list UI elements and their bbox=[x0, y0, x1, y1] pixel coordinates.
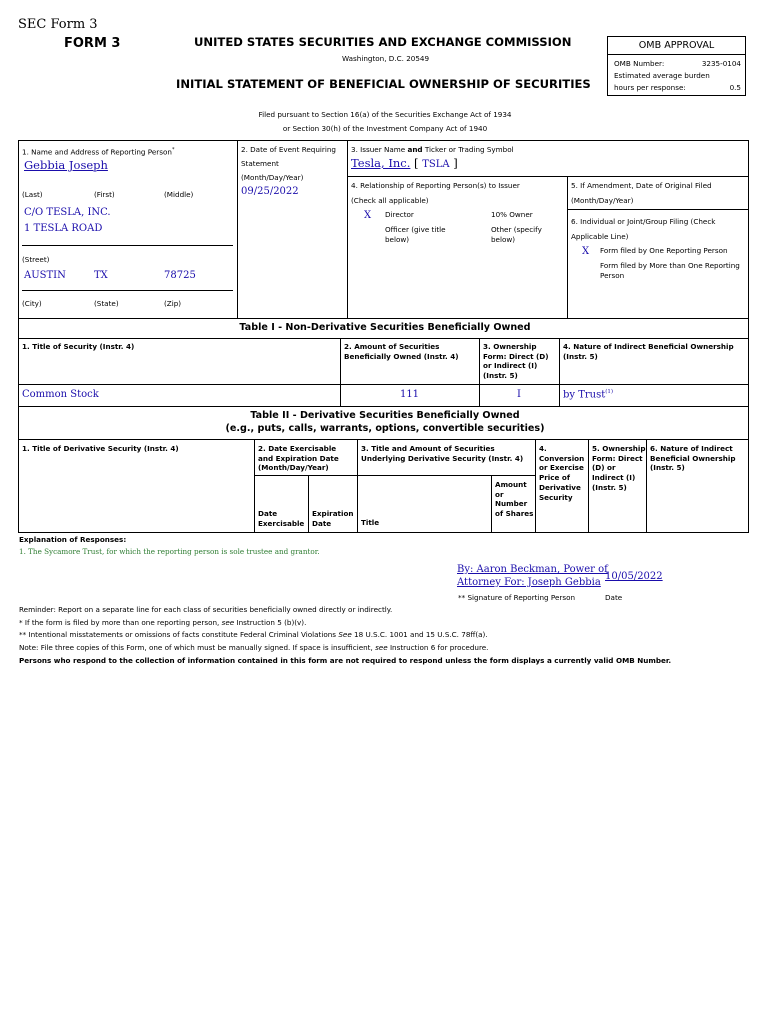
box2-label-1: 2. Date of Event Requiring bbox=[241, 145, 336, 154]
table2-subheader-amount: Amount or Number of Shares bbox=[495, 480, 534, 519]
security-title: Common Stock bbox=[22, 389, 99, 400]
table2-header-ownership: 5. Ownership Form: Direct (D) or Indirect (I) (Instr. 5) bbox=[592, 444, 646, 492]
ownership-form: I bbox=[517, 389, 521, 400]
filed-pursuant-line-1: Filed pursuant to Section 16(a) of the Securities Exchange Act of 1934 bbox=[258, 110, 512, 119]
state-label: (State) bbox=[94, 299, 119, 308]
box5-label: 5. If Amendment, Date of Original Filed bbox=[571, 181, 712, 190]
issuer-line: Tesla, Inc. [ TSLA ] bbox=[351, 156, 458, 170]
table2-header-dates: 2. Date Exercisable and Expiration Date (Month/Day/Year) bbox=[258, 444, 339, 473]
middle-label: (Middle) bbox=[164, 190, 194, 199]
table2-header-underlying: 3. Title and Amount of Securities Underlying Derivative Security (Instr. 4) bbox=[361, 444, 524, 463]
box6-label-1: 6. Individual or Joint/Group Filing (Check bbox=[571, 217, 716, 226]
table1-header-amount: 2. Amount of Securities Beneficially Owned (Instr. 4) bbox=[344, 342, 459, 361]
box6-label-2: Applicable Line) bbox=[571, 232, 629, 241]
file-copies-note: Note: File three copies of this Form, one of which must be manually signed. If space is insufficient, see Instruction 6 for procedure. bbox=[19, 643, 489, 652]
omb-burden-label: Estimated average burden bbox=[614, 71, 710, 80]
omb-number-label: OMB Number: bbox=[614, 59, 665, 68]
box2-label-3: (Month/Day/Year) bbox=[241, 173, 304, 182]
signature-label: ** Signature of Reporting Person bbox=[458, 593, 576, 602]
criminal-violations-note: ** Intentional misstatements or omissions of facts constitute Federal Criminal Violations See 18 U.S.C. 1001 and 15 U.S.C. 78ff(a). bbox=[19, 630, 488, 639]
multiple-persons-note: * If the form is filed by more than one reporting person, see Instruction 5 (b)(v). bbox=[19, 618, 307, 627]
signature-name: By: Aaron Beckman, Power of Attorney For: Joseph Gebbia bbox=[457, 564, 608, 588]
officer-label: Officer (give title below) bbox=[385, 225, 446, 244]
one-person-label: Form filed by One Reporting Person bbox=[600, 246, 728, 255]
street-label: (Street) bbox=[22, 255, 50, 264]
omb-number-value: 3235-0104 bbox=[701, 59, 741, 68]
box2-label-2: Statement bbox=[241, 159, 279, 168]
filed-pursuant-line-2: or Section 30(h) of the Investment Company Act of 1940 bbox=[282, 124, 488, 133]
issuer-name[interactable]: Tesla, Inc. bbox=[351, 156, 411, 170]
signature-date: 10/05/2022 bbox=[605, 571, 663, 582]
table2-subheader-title: Title bbox=[361, 518, 380, 527]
first-label: (First) bbox=[94, 190, 115, 199]
form-label: FORM 3 bbox=[64, 36, 121, 51]
event-date: 09/25/2022 bbox=[241, 186, 299, 197]
director-check[interactable]: X bbox=[364, 210, 372, 221]
table1-title: Table I - Non-Derivative Securities Beneficially Owned bbox=[239, 322, 531, 333]
table2-subheader-expiration: Expiration Date bbox=[312, 509, 354, 528]
table2-header-title: 1. Title of Derivative Security (Instr. 4) bbox=[22, 444, 179, 453]
table1-header-nature: 4. Nature of Indirect Beneficial Ownership (Instr. 5) bbox=[563, 342, 734, 361]
other-label: Other (specify below) bbox=[491, 225, 542, 244]
statement-title: INITIAL STATEMENT OF BENEFICIAL OWNERSHIP OF SECURITIES bbox=[176, 77, 591, 91]
ten-percent-owner-label: 10% Owner bbox=[491, 210, 533, 219]
more-persons-label: Form filed by More than One Reporting Person bbox=[600, 261, 740, 280]
table2-subtitle: (e.g., puts, calls, warrants, options, convertible securities) bbox=[225, 423, 545, 434]
address-line-1: C/O TESLA, INC. bbox=[24, 207, 111, 218]
signature-date-label: Date bbox=[605, 593, 623, 602]
ticker-symbol: TSLA bbox=[422, 159, 450, 170]
box5-sublabel: (Month/Day/Year) bbox=[571, 196, 634, 205]
table1-header-ownership: 3. Ownership Form: Direct (D) or Indirect (I) (Instr. 5) bbox=[483, 342, 549, 381]
footnote-1: 1. The Sycamore Trust, for which the reporting person is sole trustee and grantor. bbox=[19, 547, 320, 556]
table2-header-conversion: 4. Conversion or Exercise Price of Derivative Security bbox=[539, 444, 585, 502]
zip-value: 78725 bbox=[164, 270, 196, 281]
document-label: SEC Form 3 bbox=[18, 17, 98, 32]
omb-burden-value: 0.5 bbox=[729, 83, 741, 92]
omb-notice: Persons who respond to the collection of information contained in this form are not required to respond unless the form displays a currently valid OMB Number. bbox=[19, 656, 672, 665]
city-label: (City) bbox=[22, 299, 42, 308]
address-line-2: 1 TESLA ROAD bbox=[24, 223, 103, 234]
securities-amount: 111 bbox=[399, 389, 420, 400]
commission-location: Washington, D.C. 20549 bbox=[342, 54, 430, 63]
commission-title: UNITED STATES SECURITIES AND EXCHANGE COMMISSION bbox=[194, 35, 572, 49]
zip-label: (Zip) bbox=[164, 299, 182, 308]
one-person-check[interactable]: X bbox=[582, 246, 590, 257]
omb-approval-box bbox=[607, 36, 746, 96]
state-value: TX bbox=[94, 270, 108, 281]
explanation-heading: Explanation of Responses: bbox=[19, 535, 127, 544]
omb-title: OMB APPROVAL bbox=[608, 37, 745, 55]
box4-sublabel: (Check all applicable) bbox=[351, 196, 429, 205]
last-label: (Last) bbox=[22, 190, 43, 199]
reminder-text: Reminder: Report on a separate line for each class of securities beneficially owned directly or indirectly. bbox=[19, 605, 393, 614]
ownership-nature: by Trust$^{(1)}$ bbox=[563, 389, 614, 401]
footnote-ref[interactable]: (1) bbox=[605, 389, 614, 395]
box1-label: 1. Name and Address of Reporting Person* bbox=[22, 147, 175, 157]
director-label: Director bbox=[385, 210, 414, 219]
table1-header-security: 1. Title of Security (Instr. 4) bbox=[22, 342, 135, 351]
table2-subheader-exercisable: Date Exercisable bbox=[258, 509, 305, 528]
table2-title: Table II - Derivative Securities Beneficially Owned bbox=[250, 410, 520, 421]
box3-label: 3. Issuer Name and Ticker or Trading Symbol bbox=[351, 145, 514, 154]
reporting-person-name[interactable]: Gebbia Joseph bbox=[24, 158, 108, 172]
omb-hours-label: hours per response: bbox=[614, 83, 686, 92]
table2-header-nature: 6. Nature of Indirect Beneficial Ownership (Instr. 5) bbox=[650, 444, 736, 473]
box4-label: 4. Relationship of Reporting Person(s) to Issuer bbox=[351, 181, 520, 190]
city-value: AUSTIN bbox=[24, 270, 66, 281]
